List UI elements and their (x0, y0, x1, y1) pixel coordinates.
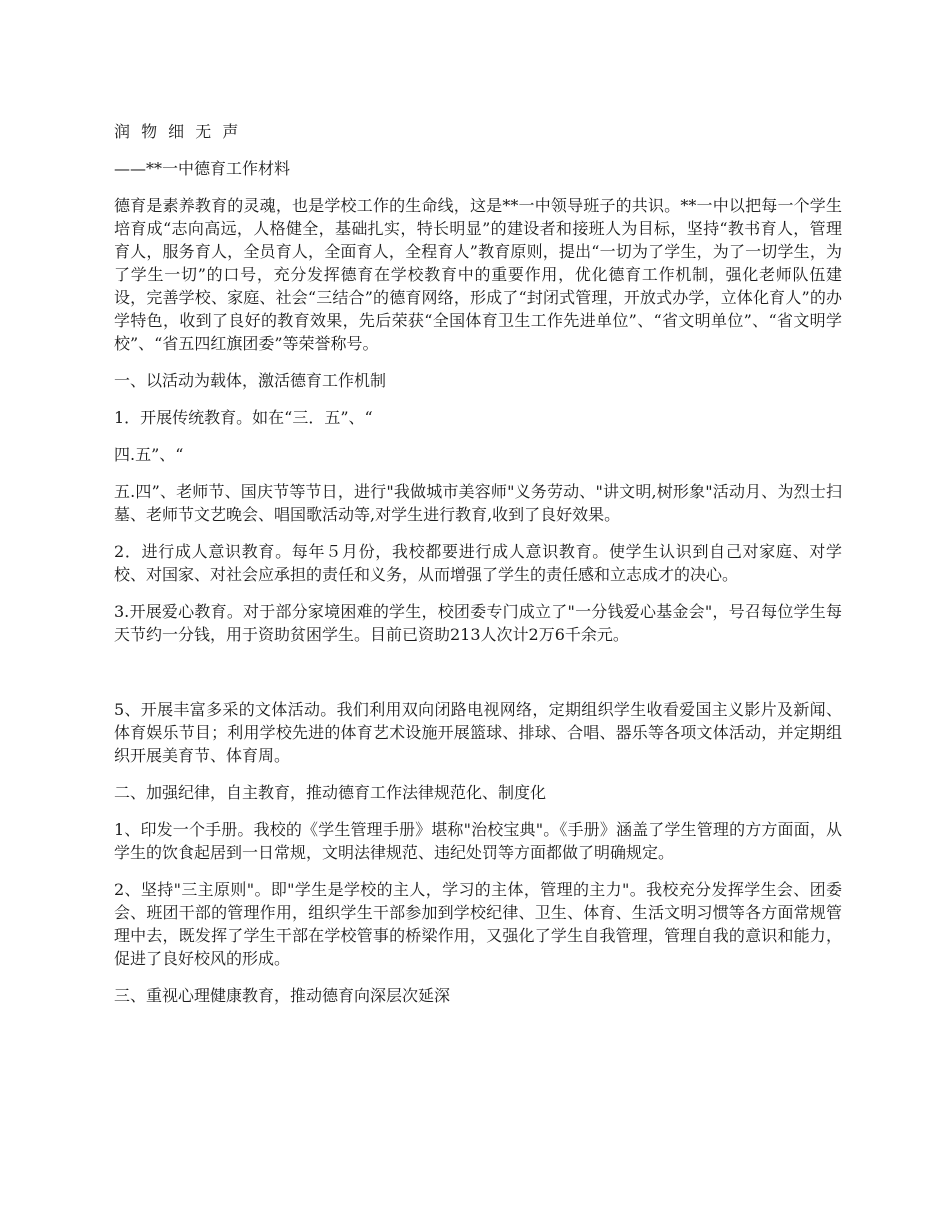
list-item-2: 2．进行成人意识教育。每年５月份，我校都要进行成人意识教育。使学生认识到自己对家庭、对学校、对国家、对社会应承担的责任和义务，从而增强了学生的责任感和立志成才的决心。 (114, 542, 842, 584)
list-item-1-part-b: 四.五”、“ (114, 445, 184, 464)
section-heading-2: 二、加强纪律，自主教育，推动德育工作法律规范化、制度化 (114, 783, 547, 802)
section-2-item-1: 1、印发一个手册。我校的《学生管理手册》堪称"治校宝典"。《手册》涵盖了学生管理的方方面面，从学生的饮食起居到一日常规，文明法律规范、违纪处罚等方面都做了明确规定。 (114, 820, 842, 862)
document-subtitle: ——**一中德育工作材料 (114, 159, 291, 178)
list-item-1-part-c: 五.四”、老师节、国庆节等节日，进行"我做城市美容师"义务劳动、"讲文明,树形象"活动月、为烈士扫墓、老师节文艺晚会、唱国歌活动等,对学生进行教育,收到了良好效果。 (114, 482, 842, 524)
section-heading-3: 三、重视心理健康教育，推动德育向深层次延深 (114, 986, 451, 1005)
list-item-1-part-a: 1．开展传统教育。如在“三．五”、“ (114, 408, 373, 427)
document-title: 润 物 细 无 声 (114, 122, 242, 141)
intro-paragraph: 德育是素养教育的灵魂，也是学校工作的生命线，这是**一中领导班子的共识。**一中以把每一个学生培育成“志向高远，人格健全，基础扎实，特长明显”的建设者和接班人为目标，坚持“教书育人，管理育人，服务育人，全员育人，全面育人，全程育人”教育原则，提出“一切为了学生，为了一切学生，为了学生一切”的口号，充分发挥德育在学校教育中的重要作用，优化德育工作机制，强化老师队伍建设，完善学校、家庭、社会“三结合”的德育网络，形成了“封闭式管理，开放式办学，立体化育人”的办学特色，收到了良好的教育效果，先后荣获“全国体育卫生工作先进单位”、“省文明单位”、“省文明学校”、“省五四红旗团委”等荣誉称号。 (114, 196, 842, 353)
document-page (114, 120, 842, 1021)
list-item-3: 3.开展爱心教育。对于部分家境困难的学生，校团委专门成立了"一分钱爱心基金会"，号召每位学生每天节约一分钱，用于资助贫困学生。目前已资助213人次计2万6千余元。 (114, 602, 842, 644)
section-heading-1: 一、以活动为载体，激活德育工作机制 (114, 371, 387, 390)
blank-gap (114, 660, 842, 698)
list-item-5: 5、开展丰富多采的文体活动。我们利用双向闭路电视网络，定期组织学生收看爱国主义影片及新闻、体育娱乐节目；利用学校先进的体育艺术设施开展篮球、排球、合唱、器乐等各项文体活动，并定期组织开展美育节、体育周。 (114, 700, 842, 765)
section-2-item-2: 2、坚持"三主原则"。即"学生是学校的主人，学习的主体，管理的主力"。我校充分发挥学生会、团委会、班团干部的管理作用，组织学生干部参加到学校纪律、卫生、体育、生活文明习惯等各方面常规管理中去，既发挥了学生干部在学校管事的桥梁作用，又强化了学生自我管理，管理自我的意识和能力，促进了良好校风的形成。 (114, 880, 842, 968)
